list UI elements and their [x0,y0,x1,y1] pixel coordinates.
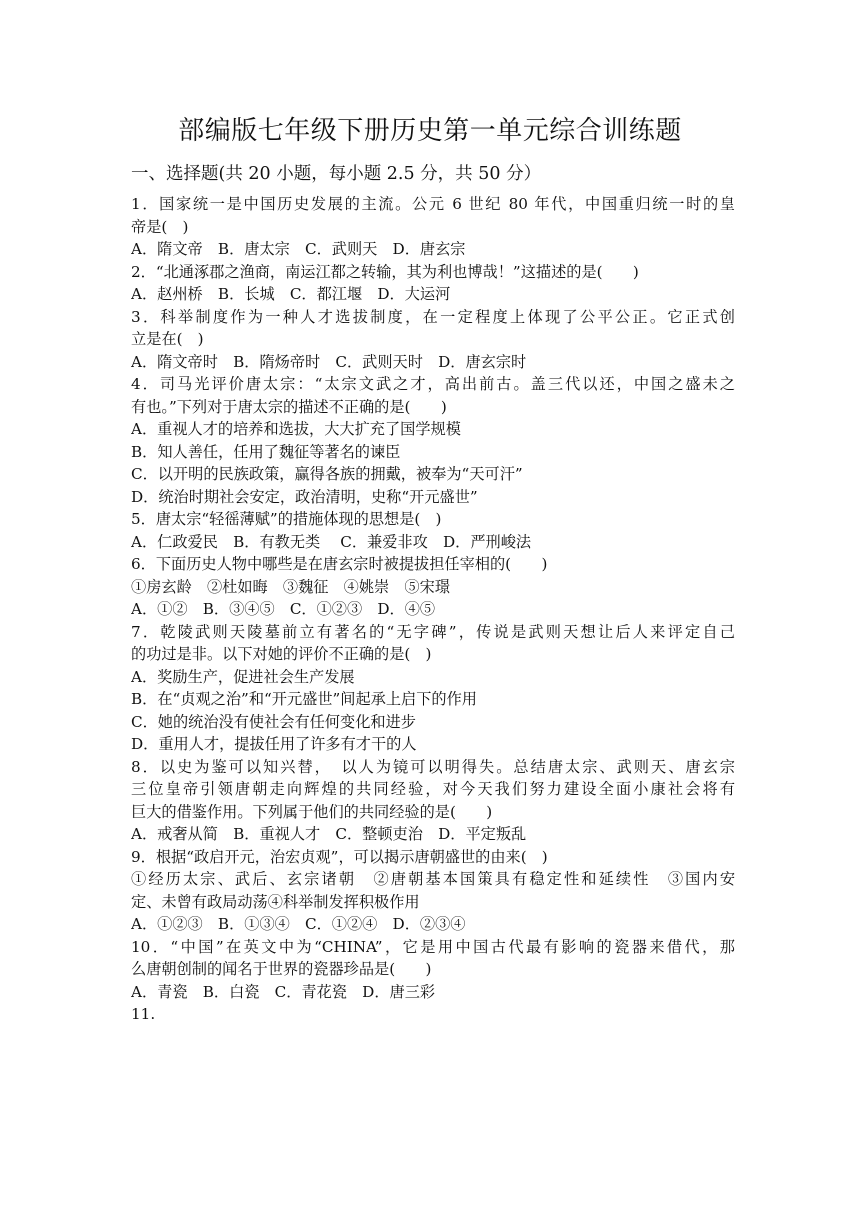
answer-option: A．重视人才的培养和选拔，大大扩充了国学规模 [131,420,461,438]
question-line: 巨大的借鉴作用。下列属于他们的共同经验的是( ) [131,802,493,821]
question-line: 三位皇帝引领唐朝走向辉煌的共同经验，对今天我们努力建设全面小康社会将有 [131,780,735,798]
statement-list: 定、未曾有政局动荡④科举制发挥积极作用 [131,892,420,911]
question-line: 么唐朝创制的闻名于世界的瓷器珍品是( ) [131,960,432,978]
answer-option: A．奖励生产，促进社会生产发展 [131,667,355,686]
question-line: 5．唐太宗“轻徭薄赋”的措施体现的思想是( ) [131,510,442,528]
answer-options: A．①② B．③④⑤ C．①②③ D．④⑤ [131,600,436,618]
question-line: 7．乾陵武则天陵墓前立有著名的“无字碑”，传说是武则天想让后人来评定自己 [131,622,735,641]
answer-option: B．知人善任，任用了魏征等著名的谏臣 [131,442,401,461]
question-line: 有也。”下列对于唐太宗的描述不正确的是( ) [131,397,447,416]
answer-options: A．隋文帝 B．唐太宗 C．武则天 D．唐玄宗 [131,240,466,258]
question-line: 8．以史为鉴可以知兴替， 以人为镜可以明得失。总结唐太宗、武则天、唐玄宗 [131,757,735,776]
question-line: 3．科举制度作为一种人才选拔制度，在一定程度上体现了公平公正。它正式创 [131,307,735,326]
statement-list: ①经历太宗、武后、玄宗诸朝 ②唐朝基本国策具有稳定性和延续性 ③国内安 [131,870,735,888]
question-line: 4．司马光评价唐太宗：“太宗文武之才，高出前古。盖三代以还，中国之盛未之 [131,375,735,393]
question-number: 11. [131,1005,156,1023]
answer-options: A．青瓷 B．白瓷 C．青花瓷 D．唐三彩 [131,982,436,1001]
answer-options: A．戒奢从简 B．重视人才 C．整顿吏治 D．平定叛乱 [131,825,527,843]
question-line: 9．根据“政启开元，治宏贞观”，可以揭示唐朝盛世的由来( ) [131,847,548,866]
question-line: 立是在( ) [131,330,204,348]
question-line: 10．“中国”在英文中为“CHINA”，它是用中国古代最有影响的瓷器来借代，那 [131,937,735,956]
section-heading: 一、选择题(共 20 小题，每小题 2.5 分，共 50 分） [131,164,542,184]
question-line: 的功过是非。以下对她的评价不正确的是( ) [131,645,432,663]
answer-option: D．重用人才，提拔任用了许多有才干的人 [131,735,417,753]
answer-option: C．以开明的民族政策，赢得各族的拥戴，被奉为“天可汗” [131,465,523,483]
question-line: 1．国家统一是中国历史发展的主流。公元 6 世纪 80 年代，中国重归统一时的皇 [131,195,735,213]
answer-options: A．①②③ B．①③④ C．①②④ D．②③④ [131,915,466,933]
answer-option: D．统治时期社会安定，政治清明，史称“开元盛世” [131,487,478,506]
question-body [131,193,735,1026]
question-line: 2．“北通涿郡之渔商，南运江都之转输，其为利也博哉！”这描述的是( ) [131,262,639,281]
statement-list: ①房玄龄 ②杜如晦 ③魏征 ④姚崇 ⑤宋璟 [131,577,450,596]
answer-options: A．赵州桥 B．长城 C．都江堰 D．大运河 [131,285,451,303]
document-title: 部编版七年级下册历史第一单元综合训练题 [178,116,682,146]
answer-options: A．隋文帝时 B．隋炀帝时 C．武则天时 D．唐玄宗时 [131,352,527,371]
answer-options: A．仁政爱民 B．有教无类 C．兼爱非攻 D．严刑峻法 [131,532,532,551]
answer-option: B．在“贞观之治”和“开元盛世”间起承上启下的作用 [131,690,477,708]
question-line: 6．下面历史人物中哪些是在唐玄宗时被提拔担任宰相的( ) [131,555,548,573]
question-line: 帝是( ) [131,217,189,236]
answer-option: C．她的统治没有使社会有任何变化和进步 [131,712,416,731]
